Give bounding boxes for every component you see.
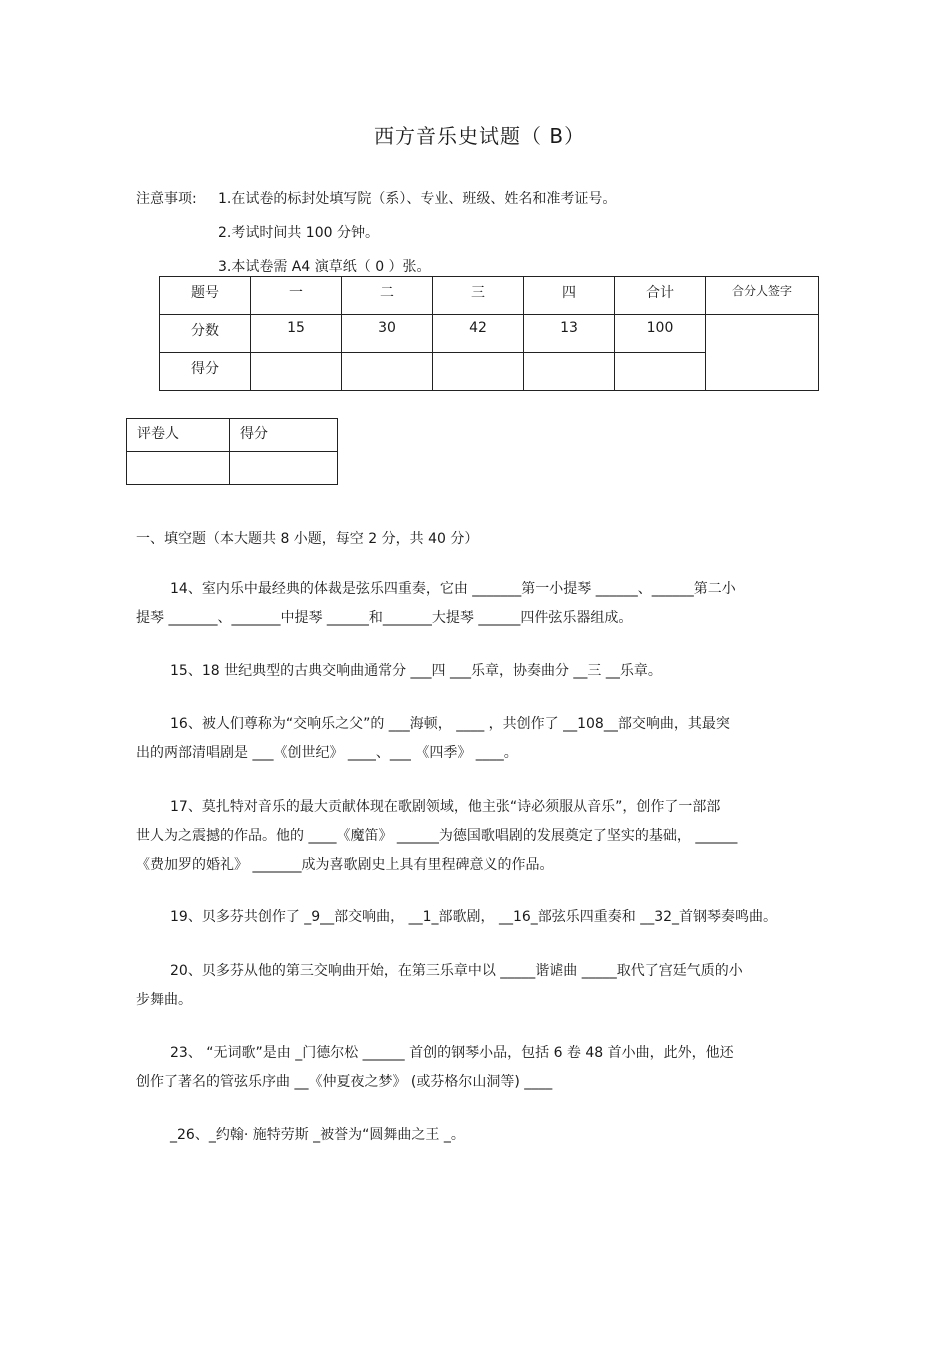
section-heading: 一、填空题（本大题共 8 小题，每空 2 分，共 40 分） <box>136 531 479 547</box>
table-cell: 30 <box>342 315 433 353</box>
grader-table <box>126 418 338 485</box>
table-cell: 13 <box>524 315 615 353</box>
table-cell: 合计 <box>615 277 706 315</box>
table-cell: 二 <box>342 277 433 315</box>
question-17-line-2: 世人为之震撼的作品。他的 ____《魔笛》 ______为德国歌唱剧的发展奠定了坚实的基础， ______ <box>136 828 738 844</box>
question-16-line-1: 16、被人们尊称为“交响乐之父”的 ___海顿， ____ ，共创作了 __108__部交响曲，其最突 <box>170 716 730 732</box>
question-14-line-1: 14、室内乐中最经典的体裁是弦乐四重奏，它由 _______第一小提琴 ______、______第二小 <box>170 581 736 597</box>
question-17-line-1: 17、莫扎特对音乐的最大贡献体现在歌剧领域，他主张“诗必须服从音乐”，创作了一部部 <box>170 799 721 815</box>
table-cell: 分数 <box>160 315 251 353</box>
note-3: 3.本试卷需 A4 演草纸（ 0 ）张。 <box>218 259 431 275</box>
grader-entry-cell[interactable] <box>127 452 230 485</box>
table-cell: 得分 <box>230 419 338 452</box>
question-14-line-2: 提琴 _______、_______中提琴 ______和_______大提琴 ______四件弦乐器组成。 <box>136 610 633 626</box>
question-20-line-2: 步舞曲。 <box>136 992 192 1008</box>
table-row <box>127 452 338 485</box>
notes-label: 注意事项: <box>136 191 197 207</box>
question-16-line-2: 出的两部清唱剧是 ___《创世纪》 ____、___ 《四季》 ____。 <box>136 745 518 761</box>
score-table <box>159 276 819 391</box>
score-entry-cell[interactable] <box>230 452 338 485</box>
question-15: 15、18 世纪典型的古典交响曲通常分 ___四 ___乐章，协奏曲分 __三 __乐章。 <box>170 663 662 679</box>
note-2: 2.考试时间共 100 分钟。 <box>218 225 379 241</box>
table-cell: 42 <box>433 315 524 353</box>
question-20-line-1: 20、贝多芬从他的第三交响曲开始，在第三乐章中以 _____谐谑曲 _____取代了宫廷气质的小 <box>170 963 743 979</box>
question-17-line-3: 《费加罗的婚礼》 _______成为喜歌剧史上具有里程碑意义的作品。 <box>136 857 554 873</box>
table-row <box>160 277 819 315</box>
score-entry-cell[interactable] <box>524 353 615 391</box>
note-1: 1.在试卷的标封处填写院（系）、专业、班级、姓名和准考证号。 <box>218 191 617 207</box>
table-cell: 三 <box>433 277 524 315</box>
table-row <box>127 419 338 452</box>
table-cell: 合分人签字 <box>706 277 819 315</box>
table-cell: 100 <box>615 315 706 353</box>
score-entry-cell[interactable] <box>615 353 706 391</box>
question-19: 19、贝多芬共创作了 _9__部交响曲， __1_部歌剧， __16_部弦乐四重奏和 __32_首钢琴奏鸣曲。 <box>170 909 778 925</box>
score-entry-cell[interactable] <box>251 353 342 391</box>
table-cell: 评卷人 <box>127 419 230 452</box>
table-cell: 题号 <box>160 277 251 315</box>
table-row <box>160 315 819 353</box>
table-cell: 四 <box>524 277 615 315</box>
question-23-line-2: 创作了著名的管弦乐序曲 __《仲夏夜之梦》 (或芬格尔山洞等) ____ <box>136 1074 553 1090</box>
score-entry-cell[interactable] <box>433 353 524 391</box>
question-26: _26、_约翰· 施特劳斯 _被誉为“圆舞曲之王 _。 <box>170 1127 465 1143</box>
signature-cell[interactable] <box>706 315 819 391</box>
question-23-line-1: 23、 “无词歌”是由 _门德尔松 ______ 首创的钢琴小品，包括 6 卷 48 首小曲，此外，他还 <box>170 1045 734 1061</box>
table-cell: 一 <box>251 277 342 315</box>
page-title: 西方音乐史试题（ B） <box>374 124 586 148</box>
score-entry-cell[interactable] <box>342 353 433 391</box>
table-cell: 15 <box>251 315 342 353</box>
table-cell: 得分 <box>160 353 251 391</box>
